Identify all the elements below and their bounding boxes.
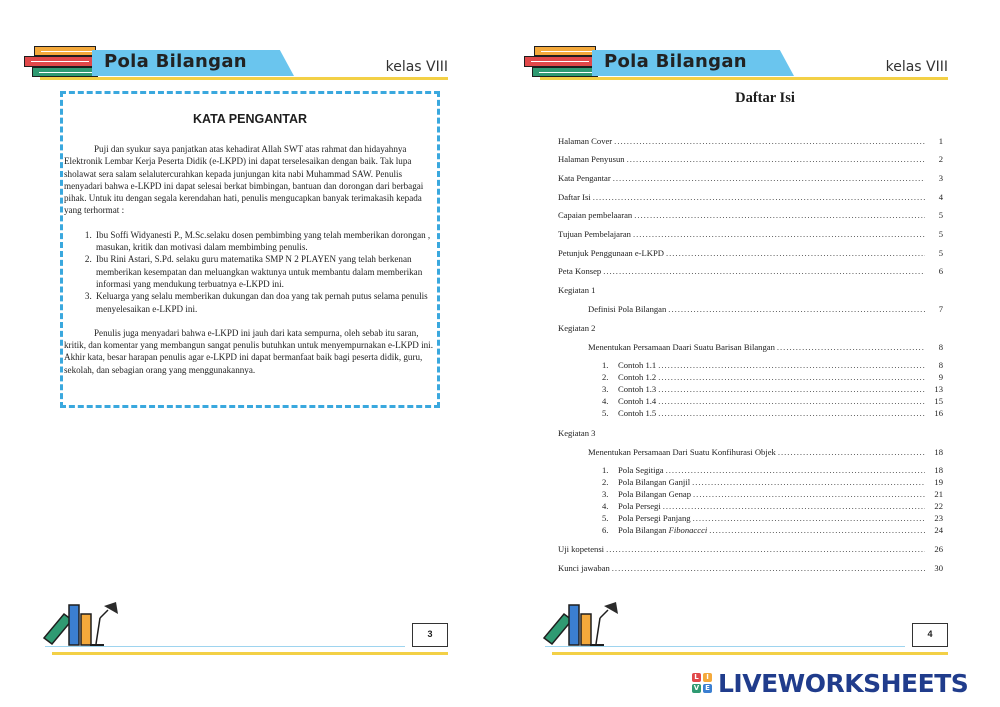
toc-subentry: 1. Pola Segitiga ..... 18 xyxy=(602,465,943,475)
toc-section: Kegiatan 1 xyxy=(558,285,596,295)
header-kelas: kelas VIII xyxy=(885,59,948,75)
toc-subentry: 4. Pola Persegi ..... 22 xyxy=(602,501,943,511)
books-logo-icon xyxy=(524,46,600,78)
toc-entry: Halaman Cover ..... 1 xyxy=(558,136,943,146)
preface-paragraph-1: Puji dan syukur saya panjatkan atas kehadirat Allah SWT atas rahmat dan hidayahnya Elektronik Lembar Kerja Peserta Didik (e-LKPD) ini dapat terselesaikan dengan baik. Tak lupa sholawat sera salam selalutercurahkan kepada junjungan kita nabi Muhammad SAW. Penulis menyadari bahwa e-LKPD ini dapat selesai berkat bimbingan, bantuan dan dorongan dari berbagai pihak. Untuk itu dengan segala kerendahan hati, penulis mengucapkan banyak terimakasih kepada yang terhormat : xyxy=(64,144,424,216)
toc-entry: Peta Konsep ..... 6 xyxy=(558,266,943,276)
footer xyxy=(500,600,1000,670)
page-number: 3 xyxy=(412,623,448,647)
toc-subentry: 5. Contoh 1.5 ..... 16 xyxy=(602,408,943,418)
toc-section: Kegiatan 2 xyxy=(558,323,596,333)
preface-paragraph-2: Penulis juga menyadari bahwa e-LKPD ini jauh dari kata sempurna, oleh sebab itu saran, kritik, dan komentar yang membangun sangat penulis butuhkan untuk menyempurnakan e-LKPD ini. Akhir kata, besar harapan penulis agar e-LKPD ini dapat bermanfaat baik bagi peserta didik, guru, sekolah, dan sebagian orang yang menggunakannya. xyxy=(64,327,433,375)
toc-subentry: 5. Pola Persegi Panjang ..... 23 xyxy=(602,513,943,523)
toc-heading: Daftar Isi xyxy=(735,90,795,106)
toc-subentry: 2. Pola Bilangan Ganjil ..... 19 xyxy=(602,477,943,487)
footer xyxy=(0,600,500,670)
preface-heading: KATA PENGANTAR xyxy=(192,112,308,126)
header-kelas: kelas VIII xyxy=(385,59,448,75)
toc-entry: Uji kopetensi ..... 26 xyxy=(558,544,943,554)
acknowledgement-list xyxy=(64,229,437,315)
toc-subentry: 1. Contoh 1.1 ..... 8 xyxy=(602,360,943,370)
toc-entry: Kunci jawaban ..... 30 xyxy=(558,563,943,573)
toc-entry: Kata Pengantar ..... 3 xyxy=(558,173,943,183)
toc-entry: Tujuan Pembelajaran ..... 5 xyxy=(558,229,943,239)
header-divider xyxy=(540,77,948,80)
toc-entry: Definisi Pola Bilangan ..... 7 xyxy=(588,304,943,314)
list-item: 2. Ibu Rini Astari, S.Pd. selaku guru matematika SMP N 2 PLAYEN yang telah berkenan memberikan kesempatan dan meluangkan waktunya untuk membantu dalam memberikan informasi yang mendukung terbuatnya e-LKPD ini. xyxy=(94,253,437,290)
page-number: 4 xyxy=(912,623,948,647)
toc-subentry: 4. Contoh 1.4 ..... 15 xyxy=(602,396,943,406)
toc-entry: Petunjuk Penggunaan e-LKPD ..... 5 xyxy=(558,248,943,258)
liveworksheets-wordmark: LIVEWORKSHEETS xyxy=(718,668,969,698)
toc-entry: Capaian pembelaaran ..... 5 xyxy=(558,210,943,220)
liveworksheets-logo[interactable] xyxy=(692,669,968,697)
toc-subentry: 6. Pola Bilangan Fibonaccci ..... 24 xyxy=(602,525,943,535)
header-divider xyxy=(40,77,448,80)
toc-entry: Menentukan Persamaan Dari Suatu Konfihurasi Objek ..... 18 xyxy=(588,447,943,457)
preface-body xyxy=(64,143,437,376)
list-item: 3. Keluarga yang selalu memberikan dukungan dan doa yang tak pernah putus selama penulis menyelesaikan e-LKPD ini. xyxy=(94,290,437,315)
toc-subentry: 3. Pola Bilangan Genap ..... 21 xyxy=(602,489,943,499)
liveworksheets-grid-icon: L I V E xyxy=(692,673,712,693)
header-title: Pola Bilangan xyxy=(604,51,747,72)
toc-subentry: 2. Contoh 1.2 ..... 9 xyxy=(602,372,943,382)
toc-subentry: 3. Contoh 1.3 ..... 13 xyxy=(602,384,943,394)
books-logo-icon xyxy=(24,46,100,78)
list-item: 1. Ibu Soffi Widyanesti P., M.Sc.selaku dosen pembimbing yang telah memberikan dorongan , masukan, kritik dan motivasi dalam membimbing penulis. xyxy=(94,229,437,254)
toc-entry: Daftar Isi ..... 4 xyxy=(558,192,943,202)
books-lamp-icon xyxy=(42,600,122,650)
books-lamp-icon xyxy=(542,600,622,650)
toc-entry: Halaman Penyusun ..... 2 xyxy=(558,154,943,164)
toc-entry: Menentukan Persamaan Daari Suatu Barisan Bilangan ..... 8 xyxy=(588,342,943,352)
toc-section: Kegiatan 3 xyxy=(558,428,596,438)
right-page xyxy=(500,0,1000,707)
header-title: Pola Bilangan xyxy=(104,51,247,72)
